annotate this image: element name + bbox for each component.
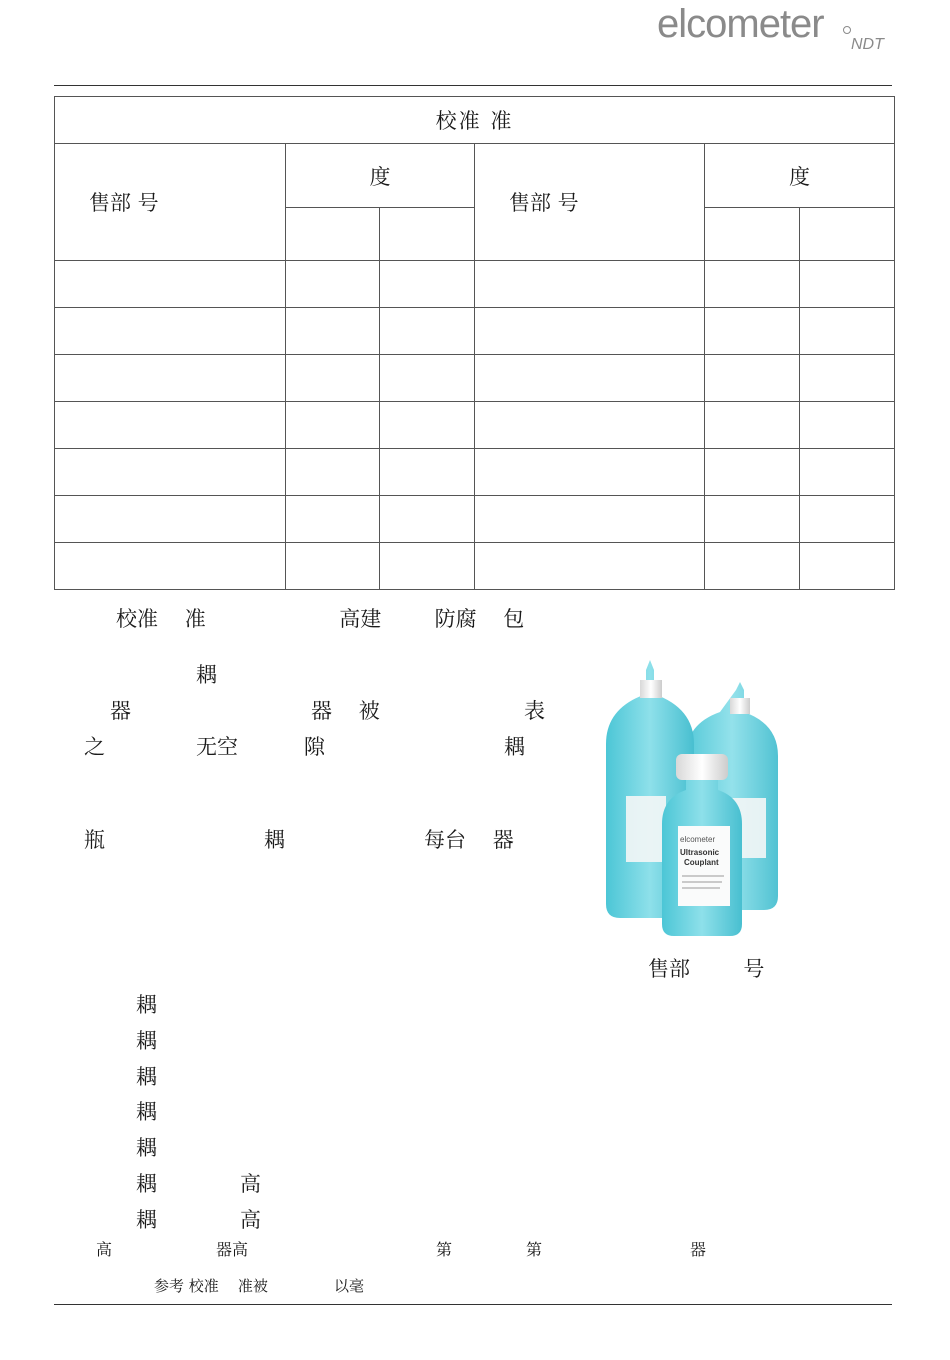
table-cell	[475, 402, 705, 449]
list-item: 耦	[136, 1172, 157, 1196]
table-row	[55, 496, 895, 543]
header-sub-cell	[800, 208, 895, 261]
table-cell	[55, 402, 286, 449]
table-cell	[475, 355, 705, 402]
table-cell	[286, 402, 380, 449]
table-row	[55, 355, 895, 402]
table-cell	[380, 355, 475, 402]
list-item: 耦	[136, 1136, 157, 1161]
table-cell	[380, 496, 475, 543]
table-cell	[475, 449, 705, 496]
table-cell	[286, 261, 380, 308]
couplant-bottles-image	[600, 650, 800, 950]
table-cell	[800, 308, 895, 355]
bottle-product-label: Ultrasonic	[680, 848, 720, 857]
bottle-brand-label: elcometer	[680, 835, 716, 844]
footer-note: 器高	[216, 1240, 249, 1259]
table-row	[55, 261, 895, 308]
table-cell	[380, 308, 475, 355]
text-line: 耦	[196, 663, 217, 687]
list-item: 耦	[136, 993, 157, 1017]
bottle-product-label-2: Couplant	[684, 858, 719, 867]
table-cell	[55, 496, 286, 543]
image-caption: 售部 号	[648, 957, 765, 981]
table-row	[55, 402, 895, 449]
header-thickness-left: 度	[286, 144, 475, 208]
logo-wordmark: elcometer	[657, 2, 824, 46]
table-cell	[800, 402, 895, 449]
table-title: 校准 准	[55, 97, 895, 144]
text-line: 瓶	[84, 828, 105, 852]
text-line: 器 被	[311, 699, 380, 723]
header-part-number-left: 售部 号	[55, 144, 286, 261]
header-sub-cell	[380, 208, 475, 261]
table-cell	[475, 261, 705, 308]
elcometer-logo	[655, 2, 895, 62]
table-row	[55, 308, 895, 355]
list-item: 耦	[136, 1100, 157, 1125]
table-cell	[705, 402, 800, 449]
header-thickness-right: 度	[705, 144, 895, 208]
footer-note: 高	[96, 1240, 113, 1259]
table-row	[55, 449, 895, 496]
table-cell	[475, 496, 705, 543]
header-sub-cell	[286, 208, 380, 261]
table-cell	[705, 308, 800, 355]
text-line: 耦	[264, 828, 285, 852]
list-extra: 高	[240, 1172, 261, 1196]
text-line: 耦	[504, 735, 525, 759]
list-extra: 高	[240, 1208, 261, 1232]
calibration-table	[54, 96, 895, 590]
table-cell	[380, 261, 475, 308]
footer-note: 参考 校准 准被	[154, 1277, 268, 1295]
top-divider	[54, 85, 892, 86]
table-cell	[800, 261, 895, 308]
table-row	[55, 543, 895, 590]
table-cell	[800, 449, 895, 496]
table-cell	[380, 543, 475, 590]
logo-ring-icon	[843, 26, 851, 34]
footer-note: 器	[690, 1240, 707, 1259]
text-line: 表	[524, 699, 545, 723]
table-caption: 校准 准 高建 防腐 包	[116, 607, 525, 631]
bottom-divider	[54, 1304, 892, 1305]
footer-note: 第	[436, 1240, 453, 1259]
text-line: 无空	[196, 735, 238, 759]
table-cell	[286, 355, 380, 402]
table-cell	[800, 543, 895, 590]
text-line: 每台 器	[424, 828, 514, 852]
footer-note: 以毫	[334, 1277, 365, 1295]
list-item: 耦	[136, 1064, 157, 1089]
table-cell	[475, 543, 705, 590]
footer-note: 第	[526, 1240, 543, 1259]
text-line: 隙	[304, 735, 325, 759]
text-line: 之	[84, 735, 105, 759]
table-cell	[705, 355, 800, 402]
list-item: 耦	[136, 1028, 157, 1053]
table-cell	[800, 496, 895, 543]
table-cell	[705, 543, 800, 590]
table-cell	[286, 308, 380, 355]
table-cell	[55, 261, 286, 308]
table-cell	[286, 496, 380, 543]
table-cell	[55, 449, 286, 496]
table-cell	[705, 496, 800, 543]
header-sub-cell	[705, 208, 800, 261]
table-cell	[380, 449, 475, 496]
table-cell	[380, 402, 475, 449]
table-cell	[55, 355, 286, 402]
table-cell	[55, 308, 286, 355]
list-item: 耦	[136, 1207, 157, 1232]
text-line: 器	[110, 699, 131, 723]
table-cell	[286, 543, 380, 590]
table-cell	[705, 261, 800, 308]
header-part-number-right: 售部 号	[475, 144, 705, 261]
table-cell	[800, 355, 895, 402]
table-cell	[286, 449, 380, 496]
table-cell	[475, 308, 705, 355]
logo-ndt: NDT	[851, 36, 884, 53]
table-cell	[705, 449, 800, 496]
table-cell	[55, 543, 286, 590]
